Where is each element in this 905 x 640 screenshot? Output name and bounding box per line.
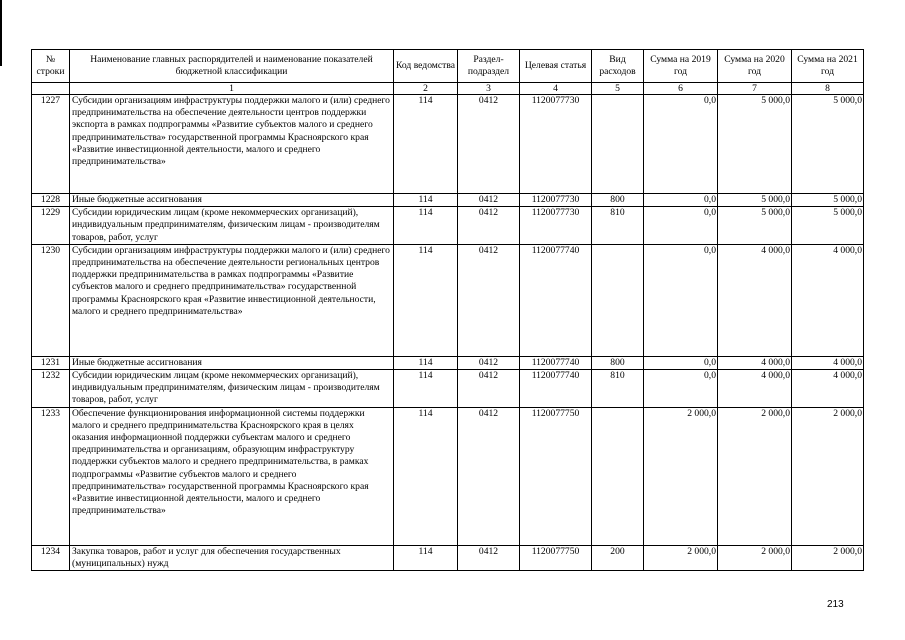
colnum: 5 (592, 83, 644, 95)
row-expense-type: 810 (592, 207, 644, 245)
row-target-article: 1120077730 (520, 207, 592, 245)
row-section: 0412 (458, 370, 520, 408)
row-sum-2021: 2 000,0 (792, 407, 864, 545)
row-sum-2021: 5 000,0 (792, 194, 864, 207)
row-agency-code: 114 (394, 194, 458, 207)
row-sum-2019: 2 000,0 (644, 407, 718, 545)
header-row-number: № строки (32, 50, 70, 83)
table-row (32, 207, 864, 245)
colnum: 1 (70, 83, 394, 95)
row-expense-type: 800 (592, 194, 644, 207)
row-sum-2021: 4 000,0 (792, 244, 864, 356)
row-sum-2020: 2 000,0 (718, 545, 792, 570)
row-number: 1231 (32, 356, 70, 369)
row-sum-2020: 4 000,0 (718, 370, 792, 408)
colnum (32, 83, 70, 95)
row-expense-type: 800 (592, 356, 644, 369)
row-sum-2020: 4 000,0 (718, 244, 792, 356)
colnum: 3 (458, 83, 520, 95)
row-number: 1227 (32, 95, 70, 194)
table-row (32, 407, 864, 545)
header-target-article: Целевая статья (520, 50, 592, 83)
table-row (32, 244, 864, 356)
colnum: 7 (718, 83, 792, 95)
page-number: 213 (827, 599, 844, 610)
row-sum-2021: 4 000,0 (792, 356, 864, 369)
row-target-article: 1120077740 (520, 244, 592, 356)
row-number: 1233 (32, 407, 70, 545)
header-name: Наименование главных распорядителей и наименование показателей бюджетной классификации (70, 50, 394, 83)
row-section: 0412 (458, 244, 520, 356)
row-sum-2020: 4 000,0 (718, 356, 792, 369)
row-section: 0412 (458, 207, 520, 245)
colnum: 2 (394, 83, 458, 95)
row-number: 1234 (32, 545, 70, 570)
row-number: 1229 (32, 207, 70, 245)
colnum: 8 (792, 83, 864, 95)
colnum: 4 (520, 83, 592, 95)
table-row (32, 356, 864, 369)
row-sum-2020: 5 000,0 (718, 194, 792, 207)
row-target-article: 1120077750 (520, 407, 592, 545)
row-name: Субсидии организациям инфраструктуры поддержки малого и (или) среднего предпринимательства на обеспечение деятельности центров поддержки экспорта в рамках подпрограммы «Развитие субъектов малого и среднего предпринимательства» государственной программы Красноярского края «Развитие инвестиционной деятельности, малого и среднего предпринимательства» (70, 95, 394, 194)
row-expense-type (592, 244, 644, 356)
row-sum-2021: 5 000,0 (792, 95, 864, 194)
row-sum-2019: 0,0 (644, 207, 718, 245)
row-sum-2019: 0,0 (644, 95, 718, 194)
row-name: Субсидии юридическим лицам (кроме некоммерческих организаций), индивидуальным предпринимателям, физическим лицам - производителям товаров, работ, услуг (70, 207, 394, 245)
row-target-article: 1120077730 (520, 194, 592, 207)
header-row (32, 50, 864, 83)
row-section: 0412 (458, 95, 520, 194)
column-number-row (32, 83, 864, 95)
row-sum-2019: 2 000,0 (644, 545, 718, 570)
row-target-article: 1120077730 (520, 95, 592, 194)
row-name: Иные бюджетные ассигнования (70, 194, 394, 207)
row-agency-code: 114 (394, 356, 458, 369)
row-agency-code: 114 (394, 545, 458, 570)
row-sum-2019: 0,0 (644, 356, 718, 369)
colnum: 6 (644, 83, 718, 95)
row-sum-2021: 2 000,0 (792, 545, 864, 570)
header-agency-code: Код ведомства (394, 50, 458, 83)
header-expense-type: Вид расходов (592, 50, 644, 83)
row-sum-2021: 5 000,0 (792, 207, 864, 245)
budget-table (31, 49, 864, 571)
row-sum-2019: 0,0 (644, 194, 718, 207)
table-row (32, 370, 864, 408)
table-row (32, 95, 864, 194)
row-target-article: 1120077750 (520, 545, 592, 570)
row-number: 1232 (32, 370, 70, 408)
row-number: 1228 (32, 194, 70, 207)
scan-edge-mark (0, 0, 2, 66)
row-name: Субсидии юридическим лицам (кроме некоммерческих организаций), индивидуальным предпринимателям, физическим лицам - производителям товаров, работ, услуг (70, 370, 394, 408)
row-agency-code: 114 (394, 407, 458, 545)
row-expense-type (592, 95, 644, 194)
row-sum-2021: 4 000,0 (792, 370, 864, 408)
row-agency-code: 114 (394, 244, 458, 356)
row-agency-code: 114 (394, 95, 458, 194)
row-expense-type (592, 407, 644, 545)
row-sum-2019: 0,0 (644, 244, 718, 356)
row-name: Обеспечение функционирования информационной системы поддержки малого и среднего предпринимательства Красноярского края в целях оказания информационной поддержки субъектам малого и среднего предпринимательства и организациям, образующим инфраструктуру поддержки субъектов малого и среднего предпринимательства, в рамках подпрограммы «Развитие субъектов малого и среднего предпринимательства» государственной программы Красноярского края «Развитие инвестиционной деятельности, малого и среднего предпринимательства» (70, 407, 394, 545)
header-sum-2020: Сумма на 2020 год (718, 50, 792, 83)
row-sum-2020: 5 000,0 (718, 95, 792, 194)
header-section: Раздел-подраздел (458, 50, 520, 83)
row-name: Закупка товаров, работ и услуг для обеспечения государственных (муниципальных) нужд (70, 545, 394, 570)
row-agency-code: 114 (394, 207, 458, 245)
row-number: 1230 (32, 244, 70, 356)
row-sum-2020: 5 000,0 (718, 207, 792, 245)
table-row (32, 194, 864, 207)
row-name: Субсидии организациям инфраструктуры поддержки малого и (или) среднего предпринимательства на обеспечение деятельности региональных центров поддержки предпринимательства в рамках подпрограммы «Развитие субъектов малого и среднего предпринимательства» государственной программы Красноярского края «Развитие инвестиционной деятельности, малого и среднего предпринимательства» (70, 244, 394, 356)
row-section: 0412 (458, 407, 520, 545)
row-name: Иные бюджетные ассигнования (70, 356, 394, 369)
row-sum-2020: 2 000,0 (718, 407, 792, 545)
row-target-article: 1120077740 (520, 356, 592, 369)
row-target-article: 1120077740 (520, 370, 592, 408)
header-sum-2019: Сумма на 2019 год (644, 50, 718, 83)
row-expense-type: 810 (592, 370, 644, 408)
table-row (32, 545, 864, 570)
row-section: 0412 (458, 194, 520, 207)
row-expense-type: 200 (592, 545, 644, 570)
row-section: 0412 (458, 356, 520, 369)
row-sum-2019: 0,0 (644, 370, 718, 408)
row-section: 0412 (458, 545, 520, 570)
row-agency-code: 114 (394, 370, 458, 408)
header-sum-2021: Сумма на 2021 год (792, 50, 864, 83)
